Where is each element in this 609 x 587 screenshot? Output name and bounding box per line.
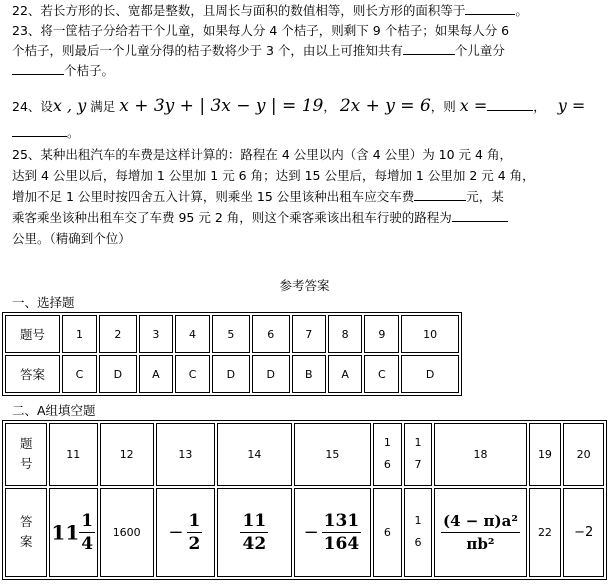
row-label-answer: 答案 xyxy=(5,355,60,393)
table-row-answers xyxy=(5,355,459,393)
question-number: 5 xyxy=(212,315,250,353)
q24-vars: x , y xyxy=(52,96,87,115)
answer-cell: D xyxy=(212,355,250,393)
answers-heading: 参考答案 xyxy=(279,278,330,293)
q23-oranges-blank[interactable] xyxy=(12,63,64,75)
table-row-numbers xyxy=(5,423,604,486)
q24-label: 24、设 xyxy=(12,99,53,114)
question-25-line2: 达到 4 公里以后，每增加 1 公里加 1 元 6 角；达到 15 公里后，每增加 1 公里加 2 元 4 角， xyxy=(12,168,535,183)
answer-17: 16 xyxy=(404,488,433,577)
q24-y-label: y = xyxy=(557,96,586,115)
table-row-numbers xyxy=(5,315,459,353)
answer-13: − $\frac{1}{2}$ xyxy=(156,488,215,577)
q22-text: 22、若长方形的长、宽都是整数，且周长与面积的数值相等，则长方形的面积等于 xyxy=(12,3,466,18)
q22-answer-blank[interactable] xyxy=(465,3,515,15)
q23-text-b: 个儿童分 xyxy=(454,43,505,58)
q23-text-a: 个桔子，则最后一个儿童分得的桔子数将少于 3 个，由以上可推知共有 xyxy=(12,43,403,58)
q22-end: 。 xyxy=(515,3,528,18)
q24-equation-1: x + 3y + | 3x − y | = 19 xyxy=(119,96,324,116)
question-number: 8 xyxy=(328,315,362,353)
question-number: 16 xyxy=(373,423,402,486)
question-number: 3 xyxy=(139,315,173,353)
q24-equation-2: 2x + y = 6 xyxy=(339,96,431,116)
row-label-question: 题号 xyxy=(5,315,60,353)
answer-cell: D xyxy=(252,355,290,393)
question-22 xyxy=(12,2,528,20)
q24-satisfy: 满足 xyxy=(90,99,116,114)
answer-14: $\frac{11}{42}$ xyxy=(217,488,292,577)
question-number: 4 xyxy=(175,315,210,353)
q24-sep: ， xyxy=(533,99,546,114)
row-label-question: 题号 xyxy=(5,423,47,486)
question-23-line2 xyxy=(12,42,505,60)
section-2-title: 二、A组填空题 xyxy=(12,403,96,418)
question-number: 14 xyxy=(217,423,292,486)
question-23-line1: 23、将一筐桔子分给若干个儿童，如果每人分 4 个桔子，则剩下 9 个桔子；如果每人分 6 xyxy=(12,23,510,38)
q24-comma: ， xyxy=(323,99,336,114)
answer-12: 1600 xyxy=(100,488,154,577)
question-number: 1 xyxy=(62,315,97,353)
answer-cell: A xyxy=(328,355,362,393)
question-25-line3 xyxy=(12,188,504,206)
q23-text-c: 个桔子。 xyxy=(64,63,115,78)
answer-cell: C xyxy=(364,355,399,393)
q25-text-c: 乘客乘坐该种出租车交了车费 95 元 2 角，则这个乘客乘该出租车行驶的路程为 xyxy=(12,210,452,225)
question-number: 10 xyxy=(401,315,459,353)
answer-20: −2 xyxy=(563,488,604,577)
answer-cell: A xyxy=(139,355,173,393)
q24-y-blank[interactable] xyxy=(12,125,67,137)
answer-16: 6 xyxy=(373,488,402,577)
question-number: 9 xyxy=(364,315,399,353)
answer-cell: D xyxy=(401,355,459,393)
fill-in-answer-table xyxy=(2,420,607,580)
answer-cell: B xyxy=(292,355,326,393)
q24-then: ，则 xyxy=(430,99,456,114)
question-25-line5: 公里。（精确到个位） xyxy=(12,231,131,246)
q25-distance-blank[interactable] xyxy=(452,210,508,222)
question-number: 19 xyxy=(529,423,562,486)
answer-18: $\frac{\text{(4 − π)a²}}{\text{πb²}}$ xyxy=(434,488,526,577)
question-24 xyxy=(12,95,585,118)
q24-x-blank[interactable] xyxy=(487,99,533,111)
question-number: 7 xyxy=(292,315,326,353)
answer-11: 11 $\frac{1}{4}$ xyxy=(49,488,98,577)
answer-cell: D xyxy=(99,355,137,393)
question-number: 11 xyxy=(49,423,98,486)
question-number: 12 xyxy=(100,423,154,486)
question-number: 6 xyxy=(252,315,290,353)
q25-text-b: 元，某 xyxy=(466,189,504,204)
question-number: 18 xyxy=(434,423,526,486)
answer-15: − $\frac{131}{164}$ xyxy=(294,488,371,577)
q24-end: 。 xyxy=(67,125,80,140)
question-25-line1: 25、某种出租汽车的车费是这样计算的：路程在 4 公里以内（含 4 公里）为 10 元 4 角， xyxy=(12,147,512,162)
q24-x-label: x = xyxy=(459,96,488,115)
question-24-line2 xyxy=(12,124,80,142)
answer-cell: C xyxy=(62,355,97,393)
table-row-answers xyxy=(5,488,604,577)
question-number: 20 xyxy=(563,423,604,486)
multiple-choice-answer-table xyxy=(2,312,462,396)
answer-cell: C xyxy=(175,355,210,393)
question-23-line3 xyxy=(12,62,114,80)
question-number: 15 xyxy=(294,423,371,486)
section-1-title: 一、选择题 xyxy=(12,295,75,310)
q25-fare-blank[interactable] xyxy=(414,189,466,201)
q23-children-blank[interactable] xyxy=(403,43,455,55)
question-number: 13 xyxy=(156,423,215,486)
question-number: 2 xyxy=(99,315,137,353)
q25-text-a: 增加不足 1 公里时按四舍五入计算，则乘坐 15 公里该种出租车应交车费 xyxy=(12,189,415,204)
row-label-answer: 答案 xyxy=(5,488,47,577)
answer-19: 22 xyxy=(529,488,562,577)
question-number: 17 xyxy=(404,423,433,486)
question-25-line4 xyxy=(12,209,508,227)
